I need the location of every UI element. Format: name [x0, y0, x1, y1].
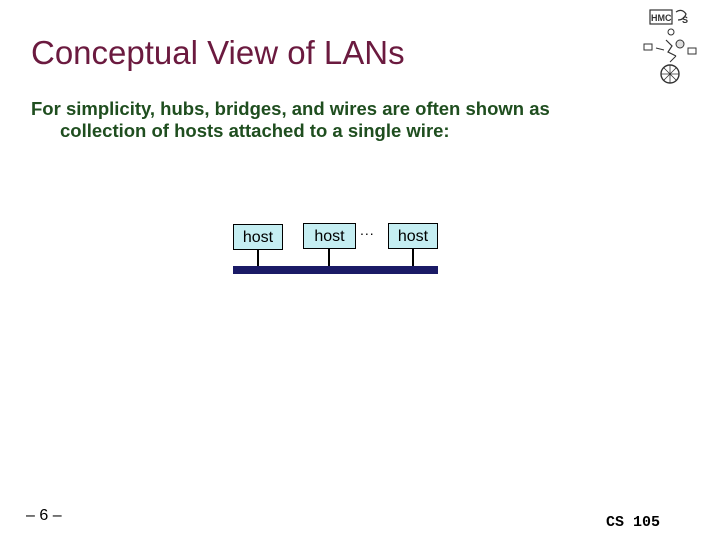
course-label: CS 105 — [606, 514, 661, 531]
page-number: – 6 – — [26, 507, 62, 524]
slide-title: Conceptual View of LANs — [31, 34, 405, 71]
svg-text:HMC: HMC — [651, 13, 672, 23]
host-drop-line-3 — [412, 249, 414, 266]
body-line-1: For simplicity, hubs, bridges, and wires are often shown as — [31, 98, 550, 119]
body-line-2: collection of hosts attached to a single wire: — [60, 120, 450, 141]
host-box-2: host — [303, 223, 356, 249]
host-drop-line-1 — [257, 250, 259, 266]
hmc-cs-logo-icon — [636, 4, 706, 86]
slide-body-text — [31, 98, 550, 142]
shared-wire — [233, 266, 438, 274]
ellipsis: ... — [360, 222, 375, 238]
host-drop-line-2 — [328, 249, 330, 266]
host-box-1: host — [233, 224, 283, 250]
svg-text:S: S — [682, 15, 689, 25]
host-box-3: host — [388, 223, 438, 249]
